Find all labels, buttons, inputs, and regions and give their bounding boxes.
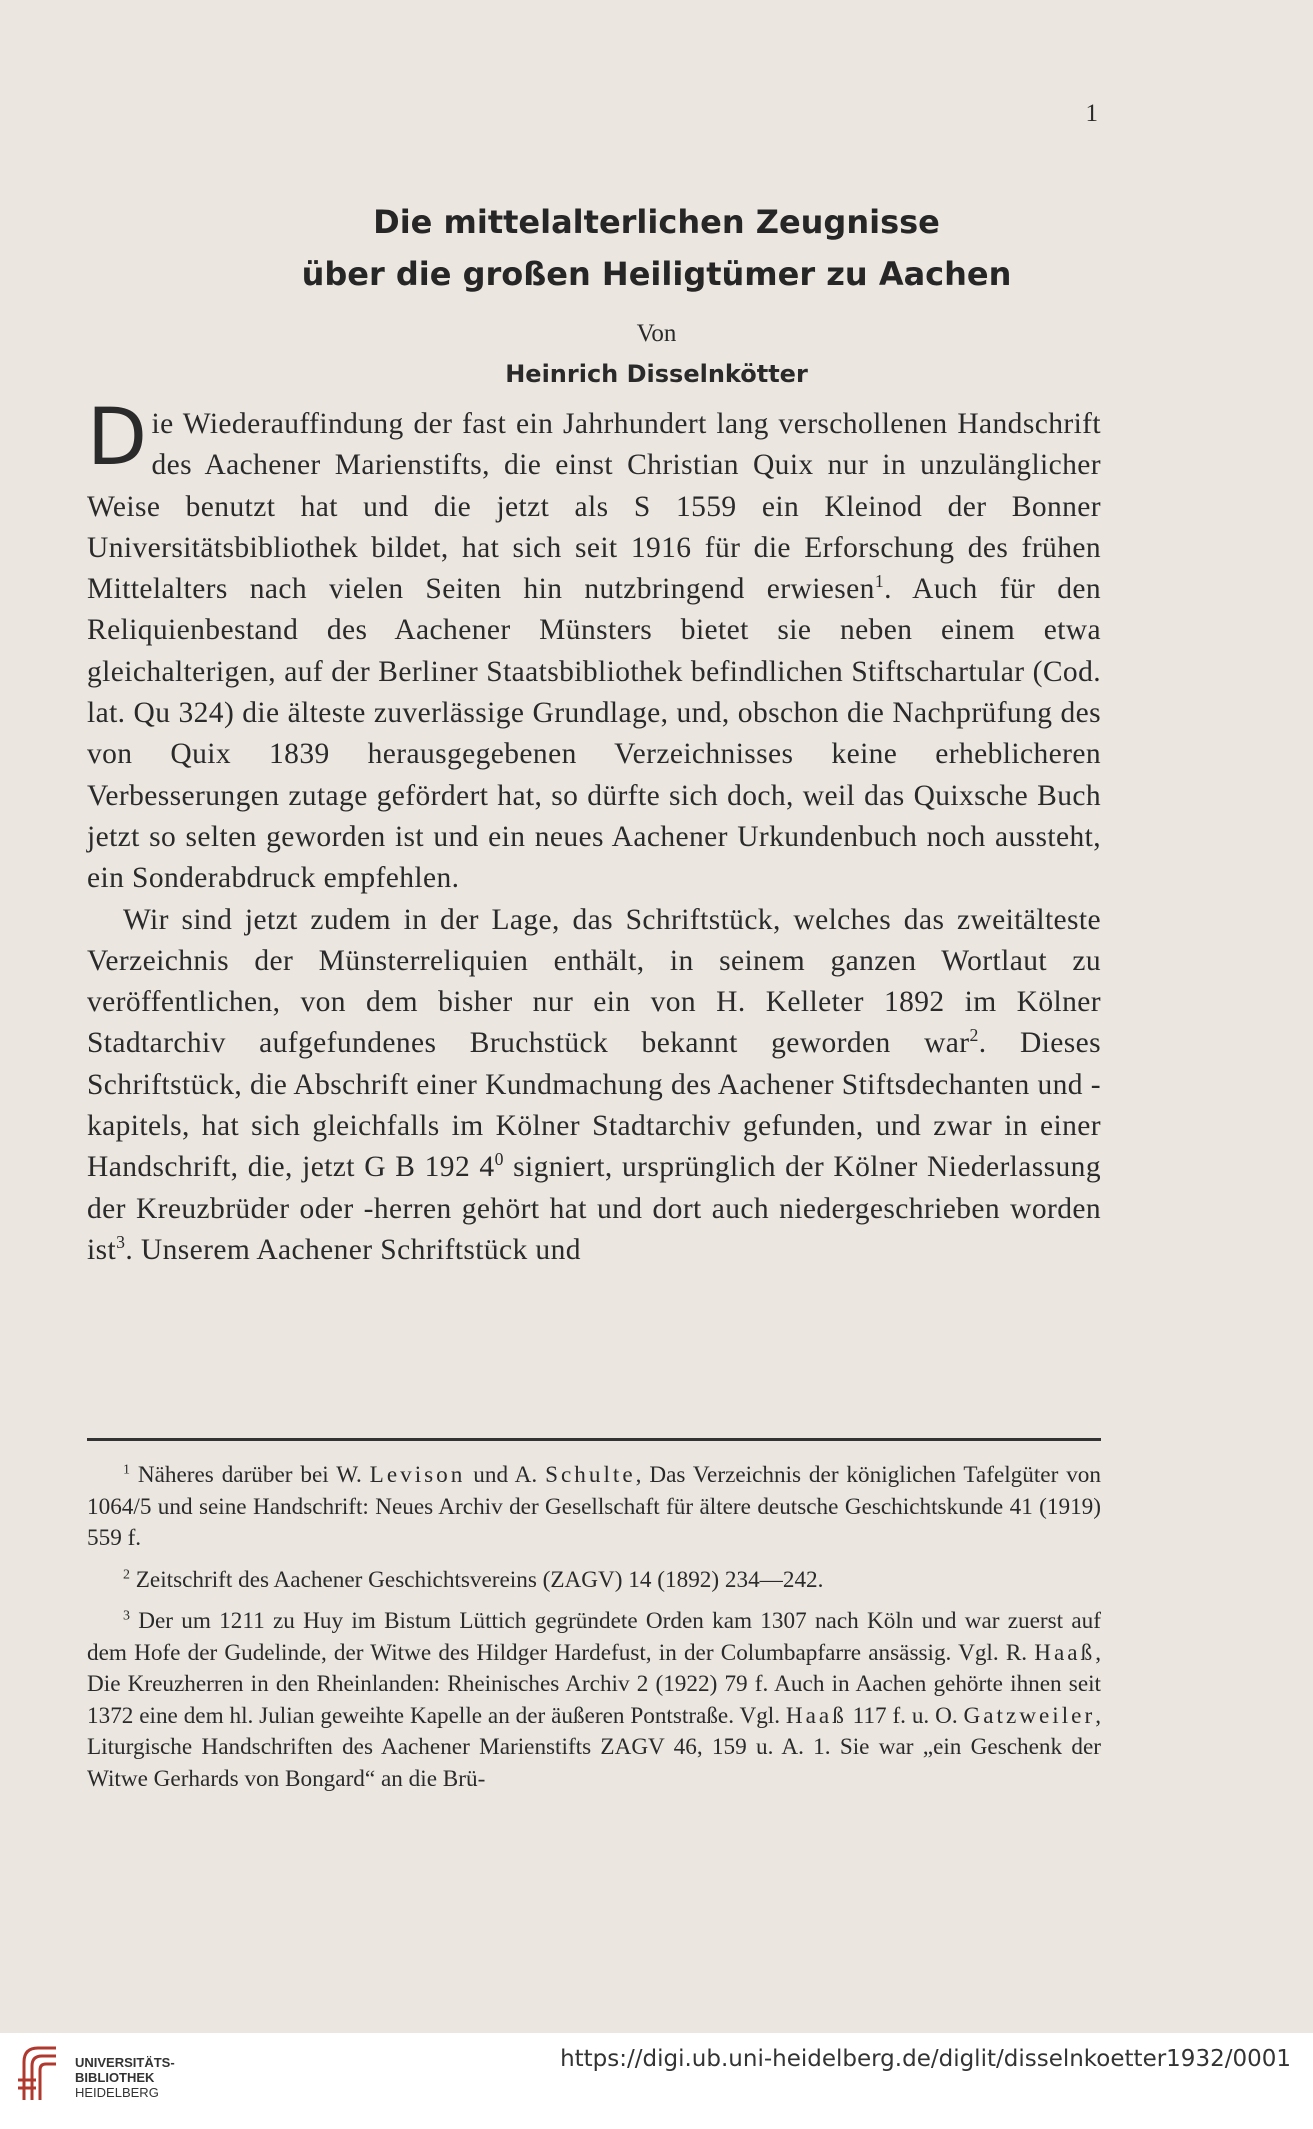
footnote-1 [87, 1460, 1101, 1555]
byline-von: Von [636, 320, 677, 347]
footnotes [87, 1460, 1101, 1805]
footnote-ref-3[interactable]: 3 [116, 1232, 126, 1253]
author-name: Heinrich Disselnkötter [505, 360, 808, 388]
footnote-3-text-a: Der um 1211 zu Huy im Bistum Lüttich gegründete Orden kam 1307 nach Köln und war zuerst auf dem Hofe der Gudelinde, der Witwe des Hildger Hardefust, in der Columbapfarre ansässig. Vgl. R. [87, 1608, 1101, 1666]
footnote-3 [87, 1606, 1101, 1795]
title-line-1: Die mittelalterlichen Zeugnisse [373, 203, 940, 241]
footnote-2-text: Zeitschrift des Aachener Geschichtsvereins (ZAGV) 14 (1892) 234—242. [129, 1566, 824, 1593]
footnote-1-author-levison: Levison [369, 1462, 466, 1488]
footnote-1-text-c: , Das Verzeichnis der königlichen Tafelgüter von 1064/5 und seine Handschrift: Neues Archiv der Gesellschaft für ältere deutsche Geschichtskunde 41 (1919) 559 f. [87, 1462, 1101, 1551]
footnote-3-author-haass: Haaß [1034, 1639, 1096, 1666]
library-logo-text[interactable] [75, 2055, 175, 2100]
degree-mark: 0 [494, 1149, 504, 1170]
logo-line-3: HEIDELBERG [75, 2085, 159, 2100]
page-number: 1 [1085, 100, 1098, 127]
paragraph-2-text-d: . Unserem Aachener Schriftstück und [125, 1233, 581, 1266]
footnote-1-text-b: und A. [465, 1462, 546, 1488]
paragraph-2-text-c: signiert, ursprünglich der Kölner Niederlassung der Kreuzbrüder oder -herren gehört hat und dort auch niedergeschrieben worden ist [87, 1151, 1101, 1266]
footnote-3-author-haass-2: Haaß [785, 1702, 847, 1729]
footnote-1-author-schulte: Schulte [545, 1462, 636, 1488]
footnote-1-text-a: Näheres darüber bei W. [129, 1462, 370, 1488]
source-url-link[interactable]: https://digi.ub.uni-heidelberg.de/diglit/disselnkoetter1932/0001 [560, 2046, 1291, 2072]
page-title [0, 196, 1313, 300]
title-line-2: über die großen Heiligtümer zu Aachen [301, 255, 1012, 293]
footnote-3-text-d: , Liturgische Handschriften des Aachener Marienstifts ZAGV 46, 159 u. A. 1. Sie war „ein Geschenk der Witwe Gerhards von Bongard“ an die Brü- [87, 1702, 1101, 1792]
logo-line-1: UNIVERSITÄTS- [75, 2055, 175, 2070]
library-logo-icon[interactable] [14, 2040, 64, 2106]
footnote-ref-2[interactable]: 2 [969, 1025, 979, 1046]
footnote-ref-1[interactable]: 1 [874, 571, 885, 592]
footnote-divider [87, 1438, 1101, 1441]
footnote-3-text-b: , Die Kreuzherren in den Rheinlanden: Rheinisches Archiv 2 (1922) 79 f. Auch in Aachen gehörte ihnen seit 1372 eine dem hl. Julian geweihte Kapelle an der äußeren Pontstraße. Vgl. [87, 1639, 1101, 1729]
paragraph-2-text-a: Wir sind jetzt zudem in der Lage, das Schriftstück, welches das zweitälteste Verzeichnis der Münsterreliquien enthält, in seinem ganzen Wortlaut zu veröffentlichen, von dem bisher nur ein von H. Kelleter 1892 im Kölner Stadtarchiv aufgefundenes Bruchstück bekannt geworden war [87, 903, 1101, 1060]
logo-line-2: BIBLIOTHEK [75, 2070, 155, 2085]
paragraph-2-text-b: . Dieses Schriftstück, die Abschrift einer Kundmachung des Aachener Stiftsdechanten und -kapitels, hat sich gleichfalls im Kölner Stadtarchiv gefunden, und zwar in einer Handschrift, die, jetzt G B 192 4 [87, 1027, 1101, 1184]
footnote-1-number: 1 [123, 1462, 130, 1478]
footnote-3-author-gatzweiler: Gatzweiler [963, 1702, 1096, 1729]
footnote-2-number: 2 [123, 1566, 130, 1582]
footnote-3-text-c: 117 f. u. O. [846, 1702, 964, 1729]
paragraph-1 [87, 393, 1101, 900]
paragraph-1-text-a: ie Wiederauffindung der fast ein Jahrhundert lang verschollenen Handschrift des Aachener Marienstifts, die einst Christian Quix nur in unzulänglicher Weise benutzt hat und die jetzt als S 1559 ein Kleinod der Bonner Universitätsbibliothek bildet, hat sich seit 1916 für die Erforschung des frühen Mittelalters nach vielen Seiten hin nutzbringend erwiesen [87, 408, 1101, 606]
footnote-2 [87, 1565, 1101, 1597]
paragraph-1-text-b: . Auch für den Reliquienbestand des Aachener Münsters bietet sie neben einem etwa gleichalterigen, auf der Berliner Staatsbibliothek befindlichen Stiftschartular (Cod. lat. Qu 324) die älteste zuverlässige Grundlage, und, obschon die Nachprüfung des von Quix 1839 herausgegebenen Verzeichnisses keine erheblicheren Verbesserungen zutage gefördert hat, so dürfte sich doch, weil das Quixsche Buch jetzt so selten geworden ist und ein neues Aachener Urkundenbuch noch aussteht, ein Sonderabdruck empfehlen. [87, 573, 1101, 895]
drop-cap: D [87, 393, 148, 483]
paragraph-2 [87, 900, 1101, 1272]
footnote-3-number: 3 [123, 1608, 130, 1624]
body-text [87, 393, 1101, 1271]
